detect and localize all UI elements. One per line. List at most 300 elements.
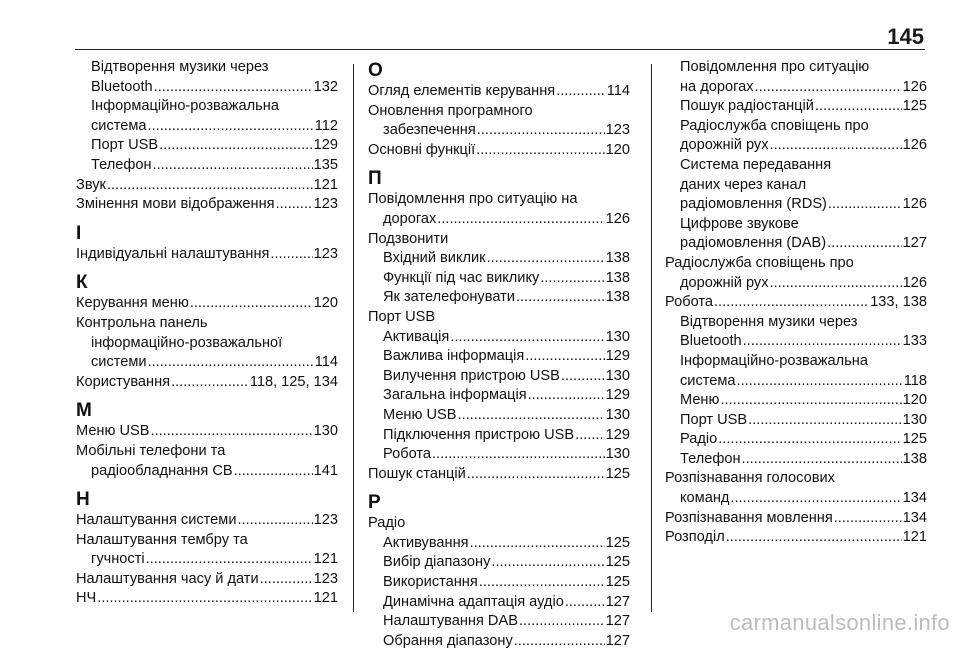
index-entry-label: Порт USB [680, 411, 748, 428]
index-entry-label: гучності [91, 551, 145, 568]
index-entry-row [76, 245, 338, 265]
index-entry-row [680, 450, 927, 470]
index-entry-label: Робота [383, 446, 431, 463]
leader-dots [97, 589, 312, 609]
index-page-ref: 134 [902, 509, 927, 526]
index-entry-label: Активація [383, 328, 450, 345]
index-entry [368, 612, 630, 632]
index-entry-row [368, 465, 630, 485]
index-entry-text: Порт USB [368, 308, 436, 325]
index-entry-text: Відтворення музики через [680, 313, 858, 330]
index-page-ref: 120 [902, 392, 927, 409]
index-page-ref: 135 [313, 156, 338, 173]
index-entry [76, 531, 338, 551]
index-page-ref: 114 [606, 83, 630, 99]
index-entry-label: Індивідуальні налаштування [76, 245, 270, 262]
index-entry-label: Пошук станцій [368, 465, 466, 482]
index-page-ref: 130 [605, 328, 630, 345]
index-entry [665, 411, 927, 431]
leader-dots [556, 82, 606, 102]
index-page-ref: 125 [902, 431, 927, 448]
index-entry [76, 570, 338, 590]
index-entry-text: Мобільні телефони та [76, 442, 226, 459]
index-entry-row [383, 367, 630, 387]
index-entry-label: Звук [76, 176, 106, 193]
index-page-ref: 120 [313, 295, 338, 312]
index-entry-row [76, 589, 338, 609]
leader-dots [528, 386, 605, 406]
leader-dots [458, 406, 605, 426]
index-entry-row [91, 550, 338, 570]
index-letter-heading: М [76, 400, 92, 422]
index-entry-row [383, 210, 630, 230]
index-entry [76, 294, 338, 314]
index-letter-heading: О [368, 60, 383, 81]
index-entry-label: забезпечення [383, 122, 476, 139]
index-entry-row [91, 117, 338, 137]
index-page-ref: 138 [605, 250, 630, 267]
index-entry-label: дорогах [383, 210, 437, 227]
index-page-ref: 134 [902, 490, 927, 507]
index-page-ref: 127 [605, 613, 630, 630]
index-entry-row [383, 553, 630, 573]
index-entry-row [680, 489, 927, 509]
index-entry [76, 117, 338, 137]
index-entry-label: Bluetooth [91, 78, 153, 95]
leader-dots [437, 210, 604, 230]
leader-dots [148, 117, 314, 137]
index-letter-heading: П [368, 168, 382, 190]
index-entry [368, 230, 630, 250]
index-entry-label: команд [680, 490, 730, 507]
index-entry-label: Важлива інформація [383, 348, 525, 365]
leader-dots [720, 391, 901, 411]
leader-dots [477, 121, 605, 141]
index-page-ref: 133, 138 [870, 294, 927, 311]
index-entry-row [665, 528, 927, 548]
index-column-2 [368, 58, 630, 651]
leader-dots [755, 78, 902, 98]
index-entry-text: Система передавання [680, 156, 832, 173]
index-entry [665, 136, 927, 156]
index-entry [76, 176, 338, 196]
index-entry-row [680, 411, 927, 431]
index-entry-row [383, 347, 630, 367]
leader-dots [519, 612, 605, 632]
index-entry [665, 78, 927, 98]
header-rule [75, 49, 925, 50]
index-page-ref: 130 [605, 446, 630, 463]
index-entry-label: Меню USB [76, 423, 150, 440]
index-entry-label: система [91, 117, 147, 134]
index-entry-row [680, 234, 927, 254]
index-entry-row [76, 176, 338, 196]
index-entry [76, 195, 338, 215]
index-entry [76, 550, 338, 570]
index-page-ref: 121 [902, 529, 927, 546]
index-entry [368, 553, 630, 573]
index-entry-text: Радіо [368, 515, 406, 532]
index-entry-label: радіомовлення (DAB) [680, 235, 827, 252]
index-entry [76, 97, 338, 117]
index-entry-row [665, 509, 927, 529]
index-page-ref: 125 [902, 98, 927, 115]
index-entry-label: Керування меню [76, 295, 189, 312]
index-page-ref: 127 [902, 235, 927, 252]
leader-dots [714, 293, 869, 313]
leader-dots [514, 632, 605, 651]
index-entry-row [680, 430, 927, 450]
index-page-ref: 132 [313, 78, 338, 95]
index-entry [368, 406, 630, 426]
leader-dots [190, 294, 313, 314]
index-entry [76, 78, 338, 98]
index-entry [368, 141, 630, 161]
index-entry-text: Налаштування тембру та [76, 531, 248, 548]
index-entry [76, 314, 338, 334]
index-entry [76, 334, 338, 354]
index-letter-heading: І [76, 222, 82, 244]
index-letter-heading: Н [76, 489, 90, 511]
index-entry-label: Меню USB [383, 406, 457, 423]
index-entry-label: Загальна інформація [383, 387, 527, 404]
index-entry-label: Налаштування часу й дати [76, 570, 259, 587]
leader-dots [270, 245, 312, 265]
index-entry [665, 176, 927, 196]
index-entry-row [368, 82, 630, 102]
index-entry [665, 430, 927, 450]
index-entry [368, 386, 630, 406]
index-entry [665, 58, 927, 78]
index-entry [368, 367, 630, 387]
index-page-ref: 118 [903, 372, 927, 389]
index-entry [665, 332, 927, 352]
index-page-ref: 123 [313, 245, 338, 262]
index-entry [368, 102, 630, 122]
leader-dots [834, 509, 902, 529]
index-entry-text: інформаційно-розважальної [91, 334, 283, 351]
index-entry-label: Налаштування системи [76, 512, 237, 529]
index-entry-label: Вибір діапазону [383, 554, 491, 571]
leader-dots [476, 141, 604, 161]
index-entry-label: Розпізнавання мовлення [665, 509, 833, 526]
index-entry [368, 426, 630, 446]
index-entry-label: Динамічна адаптація аудіо [383, 593, 564, 610]
index-entry [368, 514, 630, 534]
index-page-ref: 127 [605, 632, 630, 649]
index-entry-row [91, 353, 338, 373]
index-entry [76, 373, 338, 393]
index-entry-row [91, 156, 338, 176]
index-entry-row [383, 249, 630, 269]
index-entry-label: Пошук радіостанцій [680, 98, 814, 115]
index-entry [368, 534, 630, 554]
index-entry-label: Функції під час виклику [383, 269, 540, 286]
index-page-ref: 126 [902, 274, 927, 291]
index-entry [665, 215, 927, 235]
index-entry-text: Повідомлення про ситуацію [680, 59, 870, 75]
index-entry [76, 156, 338, 176]
index-letter-heading: К [76, 272, 88, 294]
index-entry-label: Порт USB [91, 137, 159, 154]
index-entry-label: Вилучення пристрою USB [383, 367, 560, 384]
index-page-ref: 112 [314, 117, 338, 134]
index-entry [368, 269, 630, 289]
index-entry [368, 347, 630, 367]
index-entry-label: системи [91, 354, 147, 371]
index-entry-row [383, 426, 630, 446]
index-entry [76, 245, 338, 265]
index-entry-row [680, 391, 927, 411]
index-entry-row [383, 269, 630, 289]
index-entry-row [383, 406, 630, 426]
index-page-ref: 130 [605, 367, 630, 384]
index-entry-label: дорожній рух [680, 274, 769, 291]
index-entry [368, 573, 630, 593]
index-letter-heading: Р [368, 492, 381, 514]
index-entry-row [680, 372, 927, 392]
index-entry-label: Основні функції [368, 141, 476, 158]
leader-dots [432, 445, 605, 465]
leader-dots [815, 97, 902, 117]
leader-dots [260, 570, 313, 590]
index-entry-text: Інформаційно-розважальна [680, 352, 868, 369]
index-entry [76, 589, 338, 609]
leader-dots [148, 353, 314, 373]
index-entry [665, 234, 927, 254]
index-entry-text: Відтворення музики через [91, 59, 269, 75]
index-entry-text: Оновлення програмного [368, 102, 533, 119]
leader-dots [770, 136, 902, 156]
index-entry [665, 293, 927, 313]
index-entry-label: Огляд елементів керування [368, 83, 556, 99]
index-page-ref: 121 [313, 590, 338, 607]
index-entry [665, 195, 927, 215]
leader-dots [470, 534, 605, 554]
index-entry-label: Робота [665, 294, 713, 311]
index-entry-row [383, 121, 630, 141]
leader-dots [561, 367, 605, 387]
leader-dots [540, 269, 604, 289]
leader-dots [726, 528, 902, 548]
leader-dots [827, 234, 902, 254]
index-page-ref: 126 [902, 196, 927, 213]
leader-dots [467, 465, 605, 485]
leader-dots [146, 550, 313, 570]
index-entry-label: на дорогах [680, 78, 754, 95]
index-page-ref: 129 [605, 387, 630, 404]
index-entry [76, 422, 338, 442]
index-entry [76, 442, 338, 462]
leader-dots [487, 249, 605, 269]
index-page-ref: 125 [605, 465, 630, 482]
index-page-ref: 129 [605, 426, 630, 443]
index-entry [665, 372, 927, 392]
index-entry-label: Розподіл [665, 529, 725, 546]
index-entry-text: Радіослужба сповіщень про [680, 117, 869, 134]
index-page-ref: 138 [605, 289, 630, 306]
index-entry-row [383, 612, 630, 632]
index-entry-label: Користування [76, 373, 171, 390]
index-entry-text: даних через канал [680, 176, 807, 193]
leader-dots [828, 195, 902, 215]
index-page-ref: 123 [313, 512, 338, 529]
index-entry-row [383, 534, 630, 554]
leader-dots [770, 274, 902, 294]
index-page-ref: 121 [313, 551, 338, 568]
index-column-3 [665, 58, 927, 548]
index-entry-row [680, 136, 927, 156]
index-entry [368, 308, 630, 328]
index-entry [76, 136, 338, 156]
index-entry [665, 509, 927, 529]
index-entry-row [76, 195, 338, 215]
leader-dots [516, 288, 605, 308]
index-entry-label: Телефон [680, 450, 741, 467]
index-entry [665, 274, 927, 294]
index-page-ref: 130 [313, 423, 338, 440]
index-entry-label: Вхідний виклик [383, 250, 486, 267]
index-page-ref: 123 [605, 122, 630, 139]
index-page-ref: 129 [605, 348, 630, 365]
index-entry [665, 450, 927, 470]
index-column-1 [76, 58, 338, 609]
leader-dots [171, 373, 249, 393]
index-entry [665, 156, 927, 176]
index-entry-label: радіообладнання CB [91, 462, 233, 479]
index-page-ref: 130 [605, 406, 630, 423]
index-entry-label: Використання [383, 574, 478, 591]
index-entry-text: Розпізнавання голосових [665, 470, 835, 487]
index-entry-row [383, 632, 630, 651]
index-entry-row [680, 274, 927, 294]
leader-dots [575, 426, 605, 446]
index-entry-label: радіомовлення (RDS) [680, 196, 827, 213]
leader-dots [730, 489, 901, 509]
index-page-ref: 120 [605, 141, 630, 158]
index-entry-label: Підключення пристрою USB [383, 426, 575, 443]
page-number: 145 [887, 24, 924, 49]
index-entry [76, 353, 338, 373]
index-page-ref: 125 [605, 574, 630, 591]
index-entry-label: Телефон [91, 156, 152, 173]
index-entry [76, 58, 338, 78]
leader-dots [743, 332, 902, 352]
index-page-ref: 127 [605, 593, 630, 610]
leader-dots [479, 573, 605, 593]
index-entry-row [383, 328, 630, 348]
leader-dots [748, 411, 901, 431]
index-entry [665, 489, 927, 509]
index-entry-row [76, 422, 338, 442]
index-entry-label: дорожній рух [680, 137, 769, 154]
column-separator [651, 64, 652, 612]
index-page-ref: 126 [902, 137, 927, 154]
index-entry-row [91, 462, 338, 482]
index-entry-label: Обрання діапазону [383, 632, 513, 649]
index-entry-row [76, 294, 338, 314]
index-entry [368, 121, 630, 141]
index-page-ref: 126 [605, 210, 630, 227]
index-page-ref: 114 [314, 354, 338, 371]
leader-dots [718, 430, 901, 450]
leader-dots [742, 450, 902, 470]
leader-dots [154, 78, 313, 98]
index-entry-label: Bluetooth [680, 333, 742, 350]
index-entry-label: Налаштування DAB [383, 613, 518, 630]
index-entry [368, 82, 630, 102]
index-entry [665, 391, 927, 411]
leader-dots [159, 136, 312, 156]
index-entry-row [76, 570, 338, 590]
index-entry [665, 352, 927, 372]
index-entry [665, 469, 927, 489]
index-entry-row [680, 195, 927, 215]
index-entry-label: Змінення мови відображення [76, 196, 275, 213]
index-entry [368, 465, 630, 485]
index-entry-row [680, 332, 927, 352]
index-entry-label: Меню [680, 392, 720, 409]
index-entry-label: НЧ [76, 590, 97, 607]
index-entry-text: Контрольна панель [76, 314, 208, 331]
index-page-ref: 123 [313, 570, 338, 587]
index-entry-row [91, 136, 338, 156]
index-entry-row [665, 293, 927, 313]
index-entry [665, 97, 927, 117]
index-page-ref: 121 [313, 176, 338, 193]
index-entry-label: система [680, 372, 736, 389]
leader-dots [737, 372, 903, 392]
index-entry [665, 117, 927, 137]
index-entry-label: Радіо [680, 431, 718, 448]
leader-dots [525, 347, 604, 367]
leader-dots [238, 511, 313, 531]
column-separator [353, 64, 354, 612]
index-entry-row [76, 373, 338, 393]
index-page-ref: 123 [313, 196, 338, 213]
index-page-ref: 126 [902, 78, 927, 95]
index-page-ref: 125 [605, 534, 630, 551]
index-entry [76, 462, 338, 482]
index-entry [368, 593, 630, 613]
index-page-ref: 133 [902, 333, 927, 350]
leader-dots [276, 195, 313, 215]
index-entry-text: Цифрове звукове [680, 215, 799, 232]
index-entry-text: Інформаційно-розважальна [91, 98, 279, 115]
watermark: carmanualsonline.info [729, 610, 950, 635]
index-entry-row [383, 288, 630, 308]
leader-dots [151, 422, 313, 442]
index-page-ref: 138 [902, 450, 927, 467]
index-entry-text: Радіослужба сповіщень про [665, 254, 854, 271]
index-entry [368, 249, 630, 269]
index-entry-text: Повідомлення про ситуацію на [368, 191, 578, 208]
index-entry-text: Подзвонити [368, 230, 449, 247]
index-entry-label: Активування [383, 534, 469, 551]
index-entry-row [76, 511, 338, 531]
leader-dots [491, 553, 604, 573]
index-entry [368, 288, 630, 308]
index-entry [368, 445, 630, 465]
index-entry [368, 210, 630, 230]
index-entry-row [680, 78, 927, 98]
index-entry-row [680, 97, 927, 117]
index-entry [665, 313, 927, 333]
index-entry-row [383, 573, 630, 593]
index-page-ref: 125 [605, 554, 630, 571]
index-entry-label: Як зателефонувати [383, 289, 515, 306]
index-page-ref: 141 [313, 462, 338, 479]
